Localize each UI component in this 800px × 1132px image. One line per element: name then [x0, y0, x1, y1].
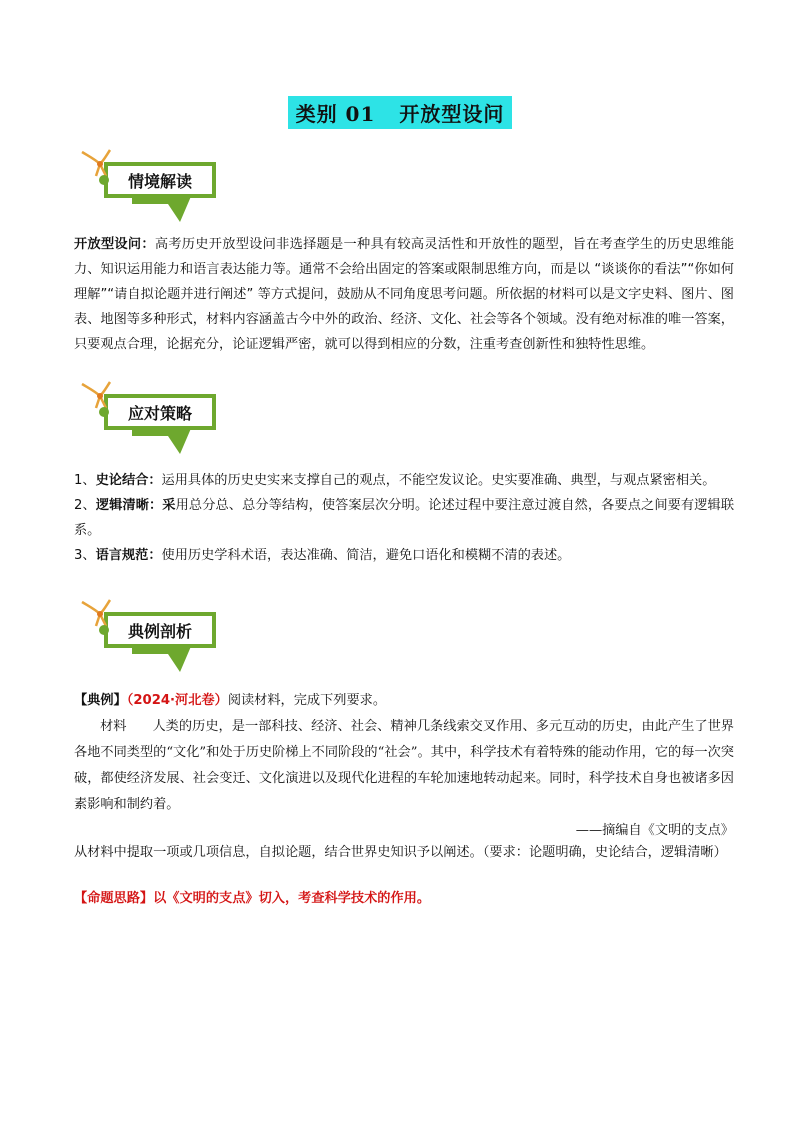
section-title-example: 典例剖析 [104, 612, 216, 648]
example-question: 从材料中提取一项或几项信息，自拟论题，结合世界史知识予以阐述。（要求：论题明确，史论结合，逻辑清晰） [74, 845, 727, 860]
material-block [74, 714, 734, 818]
ribbon-icon [132, 194, 192, 224]
material-label: 材料 [100, 719, 127, 734]
section-title-strategy: 应对策略 [104, 394, 216, 430]
intro-paragraph [74, 232, 734, 357]
example-tag: 【典例】 [74, 693, 127, 708]
decorative-knot-icon [76, 378, 122, 418]
material-text: 人类的历史，是一部科技、经济、社会、精神几条线索交叉作用、多元互动的历史，由此产生了世界各地不同类型的“文化”和处于历史阶梯上不同阶段的“社会”。其中，科学技术有着特殊的能动作用，它的每一次突破，都使经济发展、社会变迁、文化演进以及现代化进程的车轮加速地转动起来。同时，科学技术自身也被诸多因素影响和制约着。 [74, 719, 734, 812]
example-instruction: 阅读材料，完成下列要求。 [227, 693, 387, 708]
page-title-wrap [0, 96, 800, 129]
title-prefix: 类别 01 [295, 102, 376, 126]
strategy-item: 2、逻辑清晰：采用总分总、总分等结构，使答案层次分明。论述过程中要注意过渡自然，各要点之间要有逻辑联系。 [74, 498, 735, 538]
strategy-term: 语言规范： [95, 548, 162, 563]
example-source: （2024·河北卷） [126, 693, 228, 708]
strategy-text: 运用具体的历史史实来支撑自己的观点，不能空发议论。史实要准确、典型，与观点紧密相关。 [161, 473, 716, 488]
section-badge-strategy [76, 378, 216, 468]
section-badge-situation [76, 146, 216, 236]
decorative-knot-icon [76, 596, 122, 636]
strategy-text: 使用历史学科术语，表达准确、简洁，避免口语化和模糊不清的表述。 [161, 548, 571, 563]
material-citation: ——摘编自《文明的支点》 [575, 823, 734, 838]
ribbon-icon [132, 426, 192, 456]
strategy-list [74, 468, 734, 568]
ribbon-icon [132, 644, 192, 674]
title-main: 开放型设问 [399, 102, 505, 126]
strategy-item: 3、语言规范：使用历史学科术语，表达准确、简洁，避免口语化和模糊不清的表述。 [74, 548, 571, 563]
decorative-knot-icon [76, 146, 122, 186]
strategy-term: 史论结合： [95, 473, 162, 488]
strategy-text: 用总分总、总分等结构，使答案层次分明。论述过程中要注意过渡自然，各要点之间要有逻辑联系。 [74, 498, 735, 538]
strategy-item: 1、史论结合：运用具体的历史史实来支撑自己的观点，不能空发议论。史实要准确、典型，与观点紧密相关。 [74, 473, 716, 488]
idea-text: 以《文明的支点》切入，考查科学技术的作用。 [153, 891, 431, 906]
section-title-situation: 情境解读 [104, 162, 216, 198]
intro-text: 高考历史开放型设问非选择题是一种具有较高灵活性和开放性的题型，旨在考查学生的历史思维能力、知识运用能力和语言表达能力等。通常不会给出固定的答案或限制思维方向，而是以 “谈谈你的看法”“你如何理解”“请自拟论题并进行阐述” 等方式提问，鼓励从不同角度思考问题。所依据的材料可以是文字史料、图片、图表、地图等多种形式，材料内容涵盖古今中外的政治、经济、文化、社会等各个领域。没有绝对标准的唯一答案，只要观点合理，论据充分，论证逻辑严密，就可以得到相应的分数，注重考查创新性和独特性思维。 [74, 237, 735, 352]
example-header [74, 688, 734, 713]
proposition-idea [74, 886, 734, 911]
intro-term: 开放型设问： [74, 237, 155, 252]
strategy-term: 逻辑清晰：采 [95, 498, 176, 513]
section-badge-example [76, 596, 216, 686]
idea-tag: 【命题思路】 [74, 891, 154, 906]
page-title [288, 96, 513, 129]
